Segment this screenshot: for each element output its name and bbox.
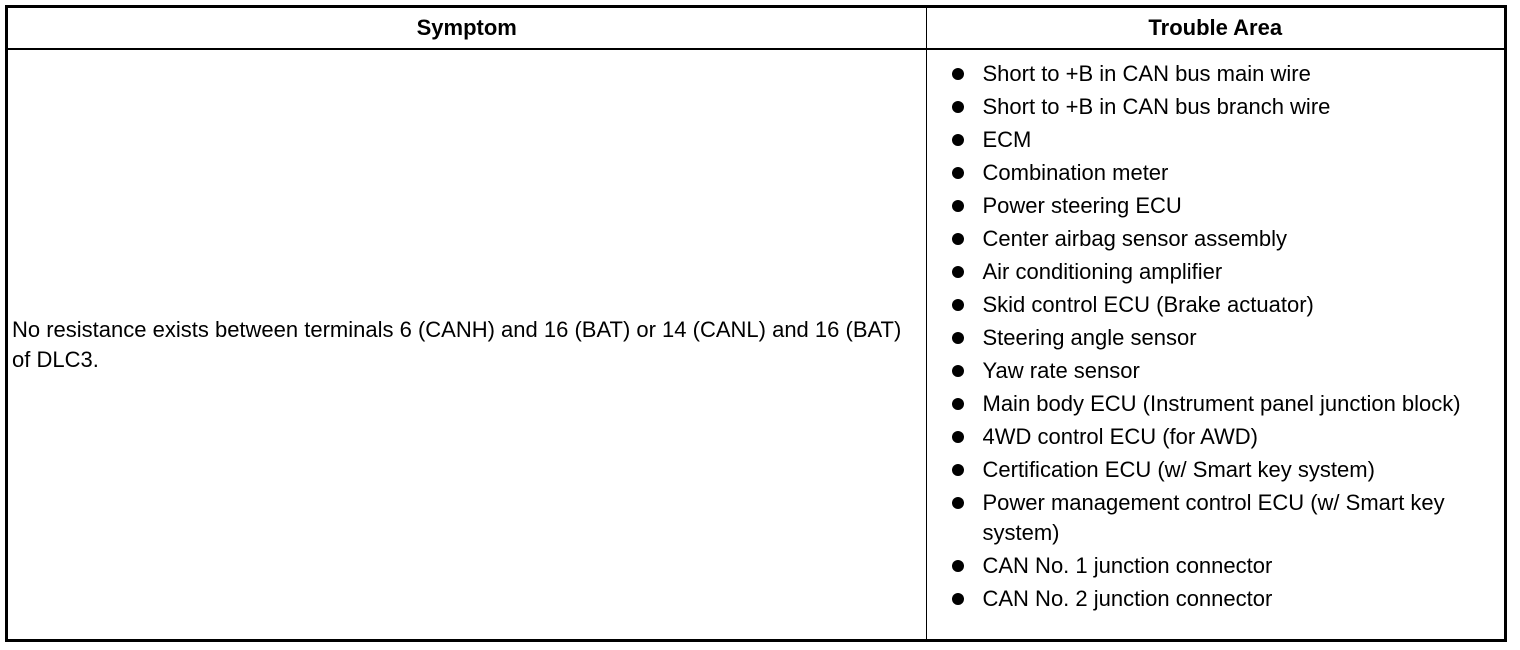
trouble-table-frame bbox=[5, 5, 1507, 642]
bullet-icon bbox=[952, 332, 964, 344]
trouble-area-text: Steering angle sensor bbox=[982, 325, 1197, 350]
bullet-icon bbox=[952, 134, 964, 146]
list-item bbox=[949, 488, 1485, 548]
trouble-area-text: Main body ECU (Instrument panel junction block) bbox=[982, 391, 1461, 416]
bullet-icon bbox=[952, 68, 964, 80]
bullet-icon bbox=[952, 200, 964, 212]
trouble-area-text: CAN No. 1 junction connector bbox=[982, 553, 1273, 578]
symptom-header: Symptom bbox=[8, 8, 926, 49]
trouble-area-text: ECM bbox=[982, 127, 1032, 152]
list-item bbox=[949, 551, 1485, 581]
list-item bbox=[949, 389, 1485, 419]
bullet-icon bbox=[952, 266, 964, 278]
trouble-area-text: Certification ECU (w/ Smart key system) bbox=[982, 457, 1375, 482]
bullet-icon bbox=[952, 101, 964, 113]
list-item bbox=[949, 191, 1485, 221]
bullet-icon bbox=[952, 167, 964, 179]
list-item bbox=[949, 59, 1485, 89]
trouble-area-text: Yaw rate sensor bbox=[982, 358, 1140, 383]
list-item bbox=[949, 290, 1485, 320]
bullet-icon bbox=[952, 398, 964, 410]
trouble-area-list bbox=[927, 59, 1505, 614]
bullet-icon bbox=[952, 299, 964, 311]
trouble-area-text: CAN No. 2 junction connector bbox=[982, 586, 1273, 611]
trouble-area-text: Short to +B in CAN bus branch wire bbox=[982, 94, 1331, 119]
list-item bbox=[949, 323, 1485, 353]
list-item bbox=[949, 422, 1485, 452]
trouble-area-text: Power management control ECU (w/ Smart key system) bbox=[982, 490, 1445, 545]
bullet-icon bbox=[952, 431, 964, 443]
trouble-area-cell bbox=[926, 49, 1504, 639]
list-item bbox=[949, 224, 1485, 254]
trouble-area-text: Combination meter bbox=[982, 160, 1169, 185]
trouble-area-text: Skid control ECU (Brake actuator) bbox=[982, 292, 1314, 317]
bullet-icon bbox=[952, 593, 964, 605]
bullet-icon bbox=[952, 560, 964, 572]
trouble-area-text: Air conditioning amplifier bbox=[982, 259, 1223, 284]
symptom-cell: No resistance exists between terminals 6 (CANH) and 16 (BAT) or 14 (CANL) and 16 (BAT) of DLC3. bbox=[8, 49, 926, 639]
header-row bbox=[8, 8, 1504, 49]
trouble-area-text: Center airbag sensor assembly bbox=[982, 226, 1287, 251]
list-item bbox=[949, 455, 1485, 485]
bullet-icon bbox=[952, 497, 964, 509]
trouble-area-text: Short to +B in CAN bus main wire bbox=[982, 61, 1311, 86]
trouble-table bbox=[8, 8, 1504, 639]
table-row bbox=[8, 49, 1504, 639]
list-item bbox=[949, 125, 1485, 155]
bullet-icon bbox=[952, 464, 964, 476]
list-item bbox=[949, 584, 1485, 614]
trouble-area-text: 4WD control ECU (for AWD) bbox=[982, 424, 1258, 449]
list-item bbox=[949, 257, 1485, 287]
list-item bbox=[949, 356, 1485, 386]
bullet-icon bbox=[952, 233, 964, 245]
list-item bbox=[949, 158, 1485, 188]
trouble-area-text: Power steering ECU bbox=[982, 193, 1182, 218]
trouble-area-header: Trouble Area bbox=[926, 8, 1504, 49]
list-item bbox=[949, 92, 1485, 122]
bullet-icon bbox=[952, 365, 964, 377]
